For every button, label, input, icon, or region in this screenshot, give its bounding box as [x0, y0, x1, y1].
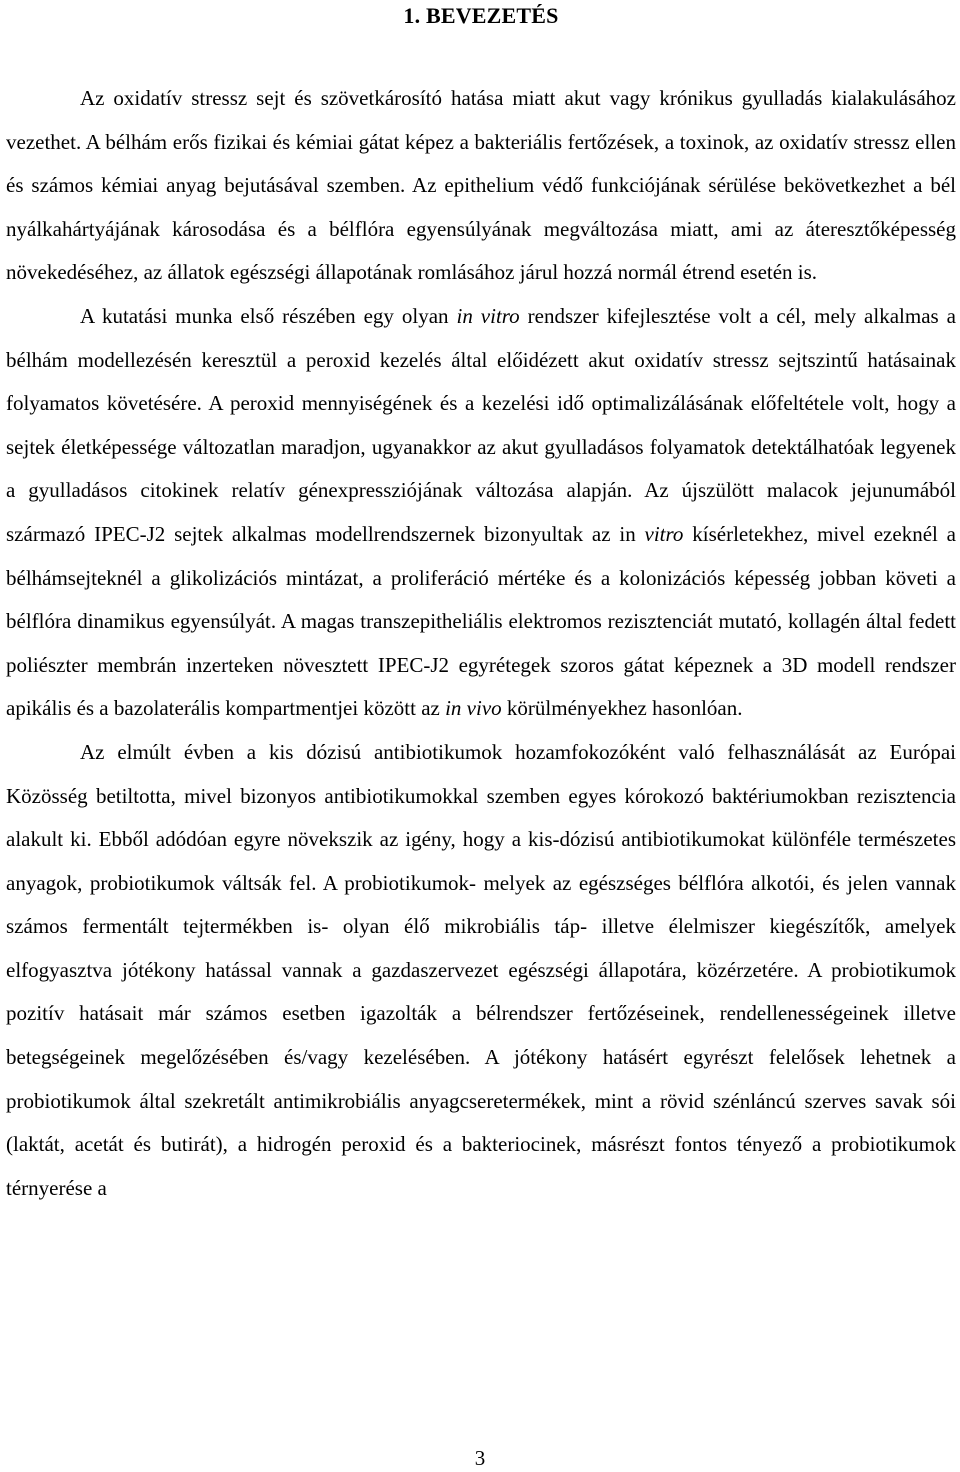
- italic-in-vivo: in vivo: [445, 696, 502, 721]
- paragraph-2: [6, 295, 956, 731]
- italic-vitro: vitro: [644, 521, 684, 546]
- paragraph-2-part-3: kísérletekhez, mivel ezeknél a bélhámsejteknél a glikolizációs mintázat, a proliferáció mértéke és a kolonizációs képesség jobban követi a bélflóra dinamikus egyensúlyát. A magas transzepitheliális elektromos rezisztenciát mutató, kollagén által fedett poliészter membrán inzerteken növesztett IPEC-J2 egyrétegek szoros gátat képeznek a 3D modell rendszer apikális és a bazolaterális kompartmentjei között az: [6, 521, 956, 721]
- paragraph-2-part-1: A kutatási munka első részében egy olyan: [80, 303, 457, 328]
- paragraph-3: Az elmúlt évben a kis dózisú antibiotikumok hozamfokozóként való felhasználását az Európai Közösség betiltotta, mivel bizonyos antibiotikumokkal szemben egyes kórokozó baktériumokban rezisztencia alakult ki. Ebből adódóan egyre növekszik az igény, hogy a kis-dózisú antibiotikumokat különféle természetes anyagok, probiotikumok váltsák fel. A probiotikumok- melyek az egészséges bélflóra alkotói, és jelen vannak számos fermentált tejtermékben is- olyan élő mikrobiális táp- illetve élelmiszer kiegészítők, amelyek elfogyasztva jótékony hatással vannak a gazdaszervezet egészségi állapotára, közérzetére. A probiotikumok pozitív hatásait már számos esetben igazolták a bélrendszer fertőzéseinek, rendellenességeinek illetve betegségeinek megelőzésében és/vagy kezelésében. A jótékony hatásért egyrészt felelősek lehetnek a probiotikumok által szekretált antimikrobiális anyagcseretermékek, mint a rövid szénláncú szerves savak sói (laktát, acetát és butirát), a hidrogén peroxid és a bakteriocinek, másrészt fontos tényező a probiotikumok térnyerése a: [6, 739, 956, 1200]
- section-heading: 1. BEVEZETÉS: [403, 3, 559, 28]
- body-text: [6, 77, 956, 1210]
- document-page: [6, 0, 956, 1210]
- paragraph-1: Az oxidatív stressz sejt és szövetkárosító hatása miatt akut vagy krónikus gyulladás kialakulásához vezethet. A bélhám erős fizikai és kémiai gátat képez a bakteriális fertőzések, a toxinok, az oxidatív stressz ellen és számos kémiai anyag bejutásával szemben. Az epithelium védő funkciójának sérülése bekövetkezhet a bél nyálkahártyájának károsodása és a bélflóra egyensúlyának megváltozása miatt, ami az áteresztőképesség növekedéséhez, az állatok egészségi állapotának romlásához járul hozzá normál étrend esetén is.: [6, 86, 956, 285]
- paragraph-2-part-4: körülményekhez hasonlóan.: [501, 696, 743, 721]
- paragraph-2-part-2: rendszer kifejlesztése volt a cél, mely alkalmas a bélhám modellezésén keresztül a peroxid kezelés által előidézett akut oxidatív stressz sejtszintű hatásainak folyamatos követésére. A peroxid mennyiségének és a kezelési idő optimalizálásának előfeltétele volt, hogy a sejtek életképessége változatlan maradjon, ugyanakkor az akut gyulladásos folyamatok detektálhatóak legyenek a gyulladásos citokinek relatív génexpressziójának változása alapján. Az újszülött malacok jejunumából származó IPEC-J2 sejtek alkalmas modellrendszernek bizonyultak az in: [6, 303, 956, 546]
- page-number: 3: [474, 1446, 486, 1470]
- italic-in-vitro: in vitro: [456, 303, 520, 328]
